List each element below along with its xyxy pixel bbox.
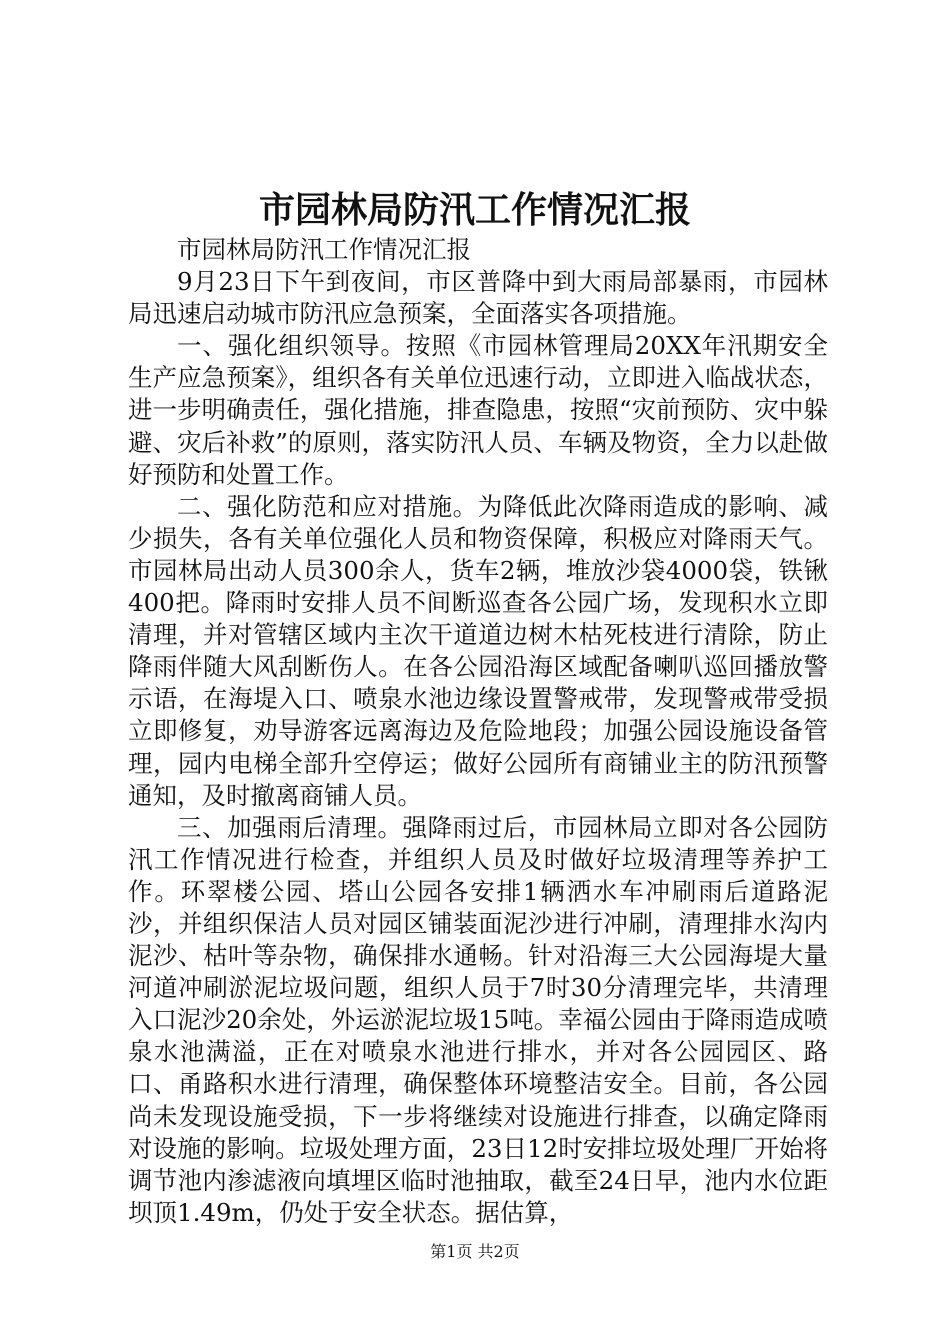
document-body xyxy=(128,234,828,1229)
subtitle-paragraph: 市园林局防汛工作情况汇报 xyxy=(177,235,471,264)
intro-paragraph: 9月23日下午到夜间，市区普降中到大雨局部暴雨，市园林局迅速启动城市防汛应急预案，全面落实各项措施。 xyxy=(128,267,828,329)
page-indicator: 第1页 共2页 xyxy=(430,1242,520,1261)
document-title: 市园林局防汛工作情况汇报 xyxy=(258,189,691,231)
section-two-paragraph: 二、强化防范和应对措施。为降低此次降雨造成的影响、减少损失，各有关单位强化人员和物资保障，积极应对降雨天气。市园林局出动人员300余人，货车2辆，堆放沙袋4000袋，铁锹400把。降雨时安排人员不间断巡查各公园广场，发现积水立即清理，并对管辖区域内主次干道道边树木枯死枝进行清除，防止降雨伴随大风刮断伤人。在各公园沿海区域配备喇叭巡回播放警示语，在海堤入口、喷泉水池边缘设置警戒带，发现警戒带受损立即修复，劝导游客远离海边及危险地段；加强公园设施设备管理，园内电梯全部升空停运；做好公园所有商铺业主的防汛预警通知，及时撤离商铺人员。 xyxy=(128,491,828,810)
page-footer xyxy=(0,1240,950,1264)
section-one-paragraph: 一、强化组织领导。按照《市园林管理局20XX年汛期安全生产应急预案》，组织各有关单位迅速行动，立即进入临战状态，进一步明确责任，强化措施，排查隐患，按照“灾前预防、灾中躲避、灾后补救”的原则，落实防汛人员、车辆及物资，全力以赴做好预防和处置工作。 xyxy=(128,331,828,489)
section-three-paragraph: 三、加强雨后清理。强降雨过后，市园林局立即对各公园防汛工作情况进行检查，并组织人员及时做好垃圾清理等养护工作。环翠楼公园、塔山公园各安排1辆洒水车冲刷雨后道路泥沙，并组织保洁人员对园区铺装面泥沙进行冲刷，清理排水沟内泥沙、枯叶等杂物，确保排水通畅。针对沿海三大公园海堤大量河道冲刷淤泥垃圾问题，组织人员于7时30分清理完毕，共清理入口泥沙20余处，外运淤泥垃圾15吨。幸福公园由于降雨造成喷泉水池满溢，正在对喷泉水池进行排水，并对各公园园区、路口、甬路积水进行清理，确保整体环境整洁安全。目前，各公园尚未发现设施受损，下一步将继续对设施进行排查，以确定降雨对设施的影响。垃圾处理方面，23日12时安排垃圾处理厂开始将调节池内渗滤液向填埋区临时池抽取，截至24日早，池内水位距坝顶1.49m，仍处于安全状态。据估算， xyxy=(128,812,828,1227)
